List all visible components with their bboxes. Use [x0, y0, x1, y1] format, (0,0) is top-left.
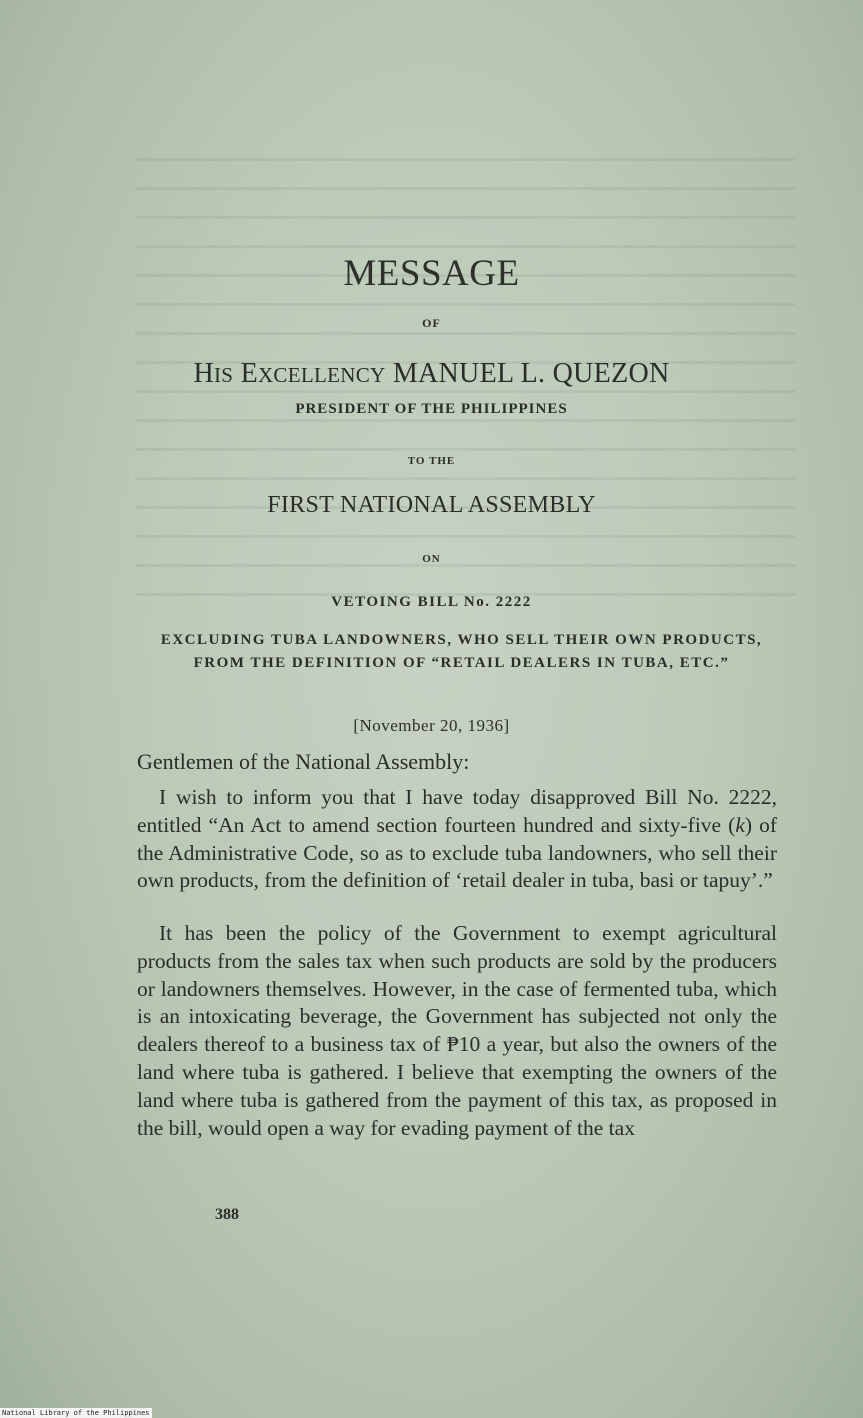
paragraph-1-part-b: ) of the Administrative Code, so as to exclude tuba landowners, who sell their own products, from the definition of ‘retail dealer in tuba, basi or tapuy’.” — [137, 812, 777, 893]
date-line: [November 20, 1936] — [353, 716, 510, 735]
to-the-label: TO THE — [407, 455, 456, 467]
salutation: Gentlemen of the National Assembly: — [137, 749, 470, 774]
excellency-prefix-rest: IS — [213, 363, 234, 387]
paragraph-1-italic-k: k — [735, 812, 745, 837]
bill-heading: VETOING BILL No. 2222 — [331, 594, 532, 610]
excellency-second-rest: XCELLENCY — [257, 363, 386, 387]
paragraph-1 — [137, 784, 777, 895]
library-credit: National Library of the Philippines — [2, 1409, 150, 1417]
of-label: OF — [422, 316, 441, 330]
page-title: MESSAGE — [343, 253, 520, 294]
president-title: PRESIDENT OF THE PHILIPPINES — [295, 401, 568, 417]
assembly-heading: FIRST NATIONAL ASSEMBLY — [267, 492, 596, 518]
excellency-prefix-cap: H — [193, 358, 214, 389]
page-number: 388 — [215, 1206, 239, 1223]
paragraph-1-part-a: I wish to inform you that I have today disapproved Bill No. 2222, entitled “An Act to amend section fourteen hundred and sixty-five ( — [137, 785, 777, 837]
excellency-second-cap: E — [240, 358, 258, 389]
excellency-line — [0, 358, 863, 390]
president-name: MANUEL L. QUEZON — [392, 358, 670, 389]
on-label: ON — [422, 553, 441, 565]
subject-heading: EXCLUDING TUBA LANDOWNERS, WHO SELL THEIR OWN PRODUCTS, FROM THE DEFINITION OF “RETAIL DEALERS IN TUBA, ETC.” — [160, 632, 763, 671]
paragraph-2: It has been the policy of the Government to exempt agricultural products from the sales tax when such products are sold by the producers or landowners themselves. However, in the case of fermented tuba, which is an intoxicating beverage, the Government has subjected not only the dealers thereof to a business tax of ₱10 a year, but also the owners of the land where tuba is gathered. I believe that exempting the owners of the land where tuba is gathered from the payment of this tax, as proposed in the bill, would open a way for evading payment of the tax — [137, 921, 777, 1140]
